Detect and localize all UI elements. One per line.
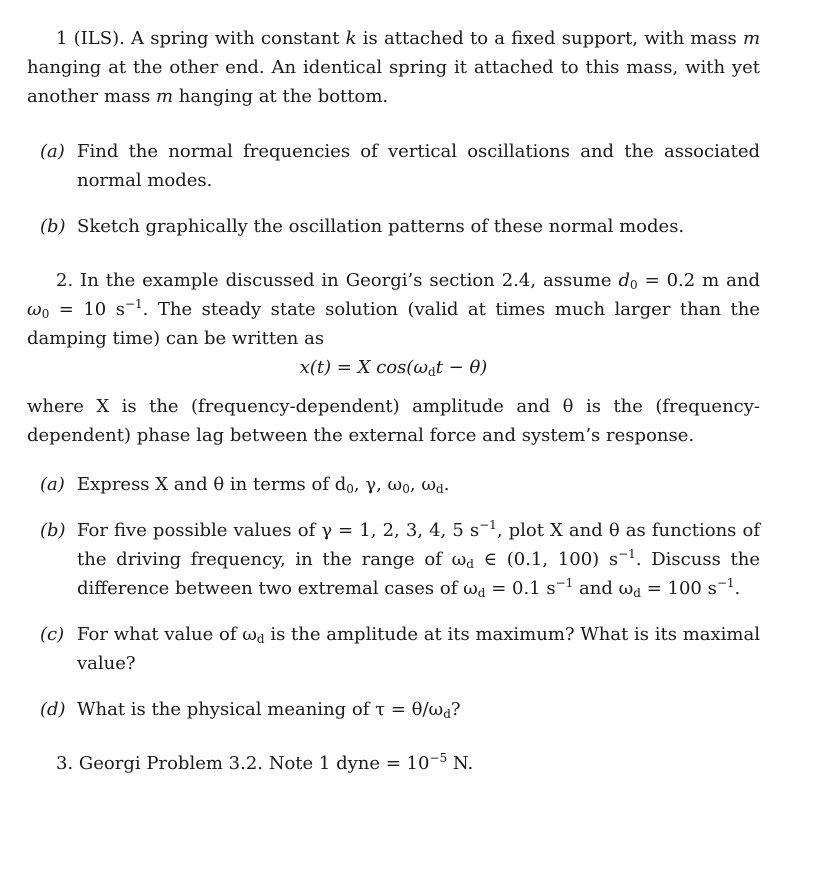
item-label: (b)	[40, 216, 66, 237]
item-text: Find the normal frequencies of vertical oscillations and the associated normal modes.	[77, 141, 760, 191]
problem-1-item-b	[27, 212, 760, 241]
item-label: (a)	[40, 474, 65, 495]
problem-3	[27, 749, 760, 778]
item-label: (d)	[40, 699, 66, 720]
item-label: (c)	[40, 624, 65, 645]
problem-3-statement: 3. Georgi Problem 3.2. Note 1 dyne = $10^{-5}$ N.	[56, 751, 474, 774]
problem-2-statement: 2. In the example discussed in Georgi’s section 2.4, assume $d_0 = 0.2$ m and $\omega_0 = 10$ $s^{-1}$. The steady state solution (valid at times much larger than the damping time) can be written as	[27, 270, 761, 349]
item-text: Express X and θ in terms of $d_0$, γ, $\omega_0$, $\omega_d$.	[77, 474, 450, 496]
problem-1-items	[27, 137, 760, 241]
problem-1-statement: 1 (ILS). A spring with constant k is attached to a fixed support, with mass m hanging at the other end. An identical spring it attached to this mass, with yet another mass m hanging at the bottom.	[27, 28, 761, 107]
item-text: What is the physical meaning of $\tau = \theta/\omega_d$?	[77, 699, 461, 721]
problem-2-items	[27, 470, 760, 724]
document-page	[27, 24, 760, 804]
item-label: (b)	[40, 520, 66, 541]
problem-2-item-b	[27, 516, 760, 603]
steady-state-equation: x(t) = X $\cos(\omega_dt - \theta)$	[299, 357, 488, 379]
item-label: (a)	[40, 141, 65, 162]
problem-2-item-c	[27, 620, 760, 678]
problem-2-explanation: where X is the (frequency-dependent) amplitude and θ is the (frequency-dependent) phase lag between the external force and system’s response.	[27, 396, 760, 446]
problem-2-item-a	[27, 470, 760, 499]
item-text: For what value of $\omega_d$ is the amplitude at its maximum? What is its maximal value?	[77, 624, 760, 674]
problem-1-item-a	[27, 137, 760, 195]
problem-1	[27, 24, 760, 111]
problem-2-item-d	[27, 695, 760, 724]
item-text: For five possible values of γ = 1, 2, 3, 4, 5 $s^{-1}$, plot X and θ as functions of the driving frequency, in the range of $\omega_d$ ∈ (0.1, 100) $s^{-1}$. Discuss the difference between two extremal cases of $\omega_d = 0.1$ $s^{-1}$ and $\omega_d = 100$ $s^{-1}$.	[77, 518, 760, 600]
problem-2	[27, 266, 760, 450]
item-text: Sketch graphically the oscillation patterns of these normal modes.	[77, 216, 685, 237]
